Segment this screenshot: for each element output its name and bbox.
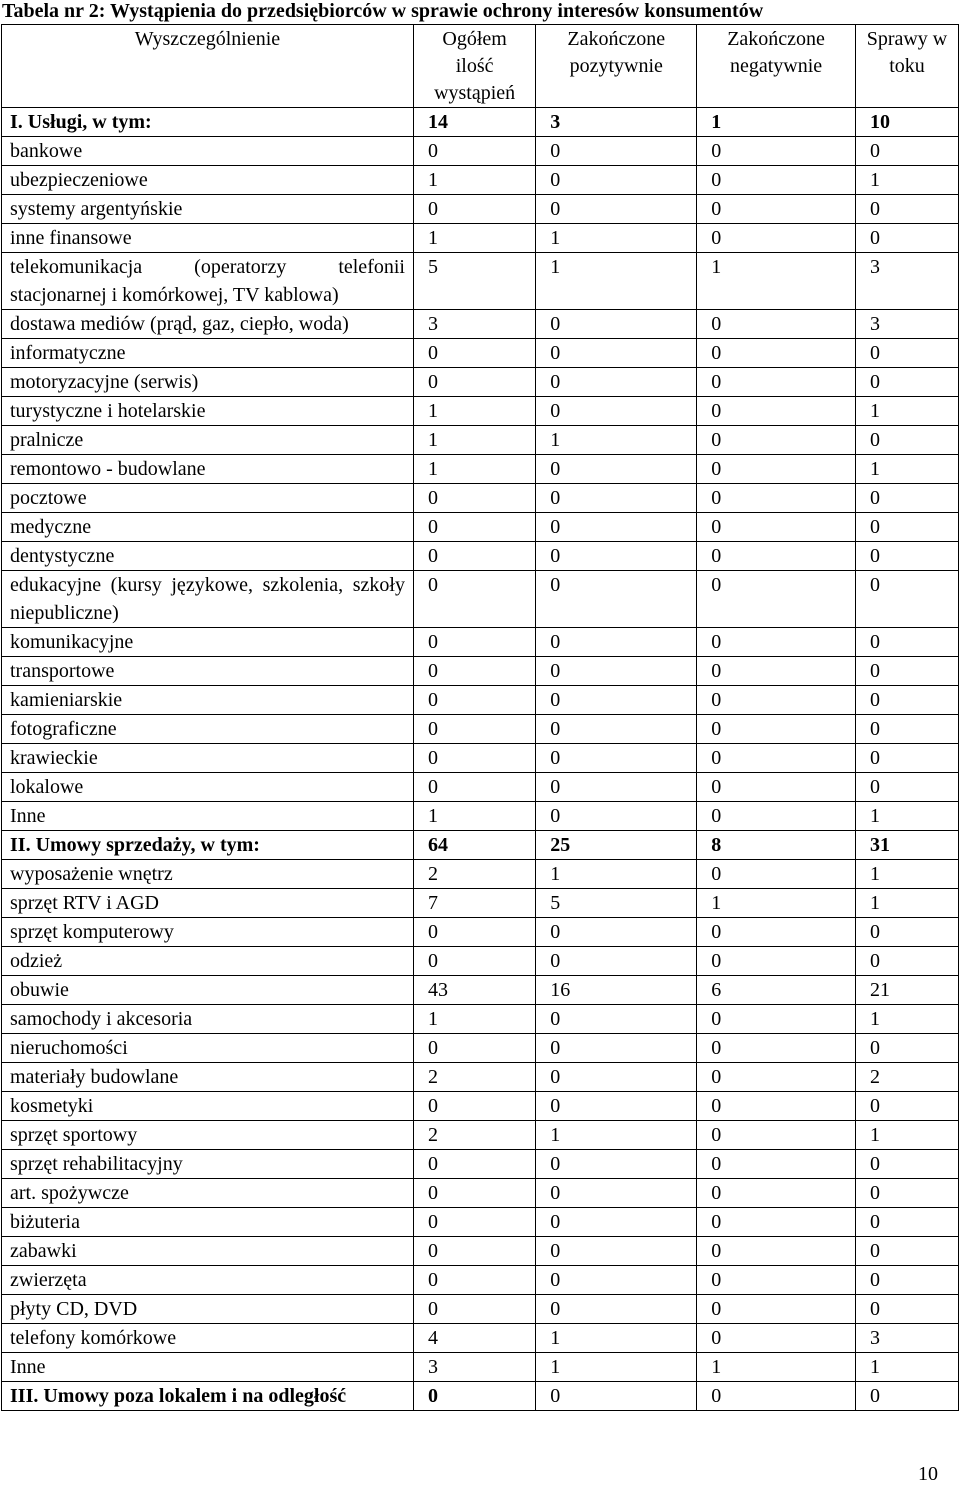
row-value: 1	[536, 1121, 697, 1150]
row-value: 2	[413, 860, 535, 889]
row-value: 0	[697, 1382, 856, 1411]
row-value: 0	[536, 1150, 697, 1179]
row-value: 0	[413, 137, 535, 166]
row-value: 2	[855, 1063, 958, 1092]
table-row	[2, 571, 959, 628]
row-value: 0	[413, 715, 535, 744]
row-label: III. Umowy poza lokalem i na odległość	[2, 1382, 414, 1411]
table-row	[2, 455, 959, 484]
table-row	[2, 657, 959, 686]
table-row	[2, 339, 959, 368]
row-value: 1	[697, 889, 856, 918]
row-value: 0	[413, 628, 535, 657]
row-label: sprzęt sportowy	[2, 1121, 414, 1150]
table-row	[2, 1121, 959, 1150]
row-label: zabawki	[2, 1237, 414, 1266]
row-value: 2	[413, 1121, 535, 1150]
table-row	[2, 1005, 959, 1034]
row-value: 1	[855, 889, 958, 918]
row-label: samochody i akcesoria	[2, 1005, 414, 1034]
row-label: obuwie	[2, 976, 414, 1005]
row-value: 1	[413, 397, 535, 426]
row-value: 0	[697, 1005, 856, 1034]
row-label: sprzęt RTV i AGD	[2, 889, 414, 918]
row-label: edukacyjne (kursy językowe, szkolenia, szkoły niepubliczne)	[2, 571, 414, 628]
row-value: 0	[855, 744, 958, 773]
table-row	[2, 1063, 959, 1092]
row-value: 0	[697, 513, 856, 542]
table-row	[2, 1353, 959, 1382]
row-value: 3	[413, 310, 535, 339]
row-value: 1	[855, 1353, 958, 1382]
row-value: 10	[855, 108, 958, 137]
row-label: materiały budowlane	[2, 1063, 414, 1092]
row-value: 0	[413, 339, 535, 368]
row-value: 0	[536, 195, 697, 224]
table-row	[2, 426, 959, 455]
row-value: 0	[413, 571, 535, 628]
row-value: 0	[697, 542, 856, 571]
row-value: 0	[697, 195, 856, 224]
row-label: telekomunikacja (operatorzy telefonii stacjonarnej i komórkowej, TV kablowa)	[2, 253, 414, 310]
column-header-negative: Zakończone negatywnie	[697, 25, 856, 108]
row-value: 0	[855, 426, 958, 455]
row-label: komunikacyjne	[2, 628, 414, 657]
row-value: 0	[855, 657, 958, 686]
row-value: 0	[413, 195, 535, 224]
row-label: pocztowe	[2, 484, 414, 513]
row-value: 0	[855, 1266, 958, 1295]
row-value: 2	[413, 1063, 535, 1092]
row-value: 1	[855, 802, 958, 831]
row-value: 0	[413, 368, 535, 397]
row-value: 0	[413, 1295, 535, 1324]
row-value: 0	[697, 1324, 856, 1353]
row-label: Inne	[2, 1353, 414, 1382]
row-label: art. spożywcze	[2, 1179, 414, 1208]
row-label: odzież	[2, 947, 414, 976]
row-value: 0	[855, 1179, 958, 1208]
row-label: systemy argentyńskie	[2, 195, 414, 224]
row-value: 0	[855, 339, 958, 368]
row-value: 0	[697, 715, 856, 744]
row-label: I. Usługi, w tym:	[2, 108, 414, 137]
row-value: 31	[855, 831, 958, 860]
row-value: 0	[697, 1179, 856, 1208]
row-value: 0	[855, 1237, 958, 1266]
row-value: 0	[697, 571, 856, 628]
row-value: 0	[536, 686, 697, 715]
row-label: sprzęt rehabilitacyjny	[2, 1150, 414, 1179]
row-value: 0	[413, 513, 535, 542]
row-label: remontowo - budowlane	[2, 455, 414, 484]
table-row	[2, 715, 959, 744]
row-value: 0	[413, 1237, 535, 1266]
row-label: dentystyczne	[2, 542, 414, 571]
row-value: 0	[536, 628, 697, 657]
row-value: 0	[697, 368, 856, 397]
section-row	[2, 1382, 959, 1411]
row-value: 1	[855, 166, 958, 195]
table-row	[2, 976, 959, 1005]
row-value: 0	[855, 773, 958, 802]
row-value: 0	[697, 1208, 856, 1237]
row-value: 0	[413, 744, 535, 773]
table-row	[2, 166, 959, 195]
row-label: ubezpieczeniowe	[2, 166, 414, 195]
row-value: 1	[536, 1353, 697, 1382]
row-label: biżuteria	[2, 1208, 414, 1237]
column-header-description: Wyszczególnienie	[2, 25, 414, 108]
table-row	[2, 310, 959, 339]
row-value: 0	[536, 773, 697, 802]
row-value: 0	[536, 513, 697, 542]
row-value: 1	[855, 1121, 958, 1150]
row-value: 0	[536, 1092, 697, 1121]
table-row	[2, 1208, 959, 1237]
row-value: 0	[536, 1063, 697, 1092]
row-value: 5	[413, 253, 535, 310]
row-value: 43	[413, 976, 535, 1005]
table-row	[2, 137, 959, 166]
row-value: 0	[697, 744, 856, 773]
table-row	[2, 744, 959, 773]
row-value: 0	[697, 1092, 856, 1121]
column-header-positive: Zakończone pozytywnie	[536, 25, 697, 108]
row-value: 0	[697, 628, 856, 657]
table-row	[2, 1150, 959, 1179]
row-value: 1	[413, 1005, 535, 1034]
row-value: 1	[536, 1324, 697, 1353]
table-row	[2, 802, 959, 831]
row-value: 0	[855, 195, 958, 224]
table-row	[2, 195, 959, 224]
table-row	[2, 860, 959, 889]
row-value: 6	[697, 976, 856, 1005]
row-value: 0	[697, 1121, 856, 1150]
row-label: zwierzęta	[2, 1266, 414, 1295]
row-value: 0	[855, 1034, 958, 1063]
row-value: 0	[413, 773, 535, 802]
table-row	[2, 1179, 959, 1208]
row-value: 0	[697, 686, 856, 715]
table-row	[2, 513, 959, 542]
table-row	[2, 1324, 959, 1353]
row-value: 0	[697, 397, 856, 426]
row-value: 0	[697, 657, 856, 686]
row-value: 0	[855, 1295, 958, 1324]
row-value: 0	[536, 484, 697, 513]
table-row	[2, 947, 959, 976]
row-label: Inne	[2, 802, 414, 831]
row-value: 3	[536, 108, 697, 137]
row-value: 0	[855, 918, 958, 947]
row-label: fotograficzne	[2, 715, 414, 744]
row-value: 1	[536, 426, 697, 455]
section-row	[2, 108, 959, 137]
row-label: informatyczne	[2, 339, 414, 368]
table-row	[2, 1266, 959, 1295]
row-value: 0	[697, 310, 856, 339]
row-value: 0	[536, 310, 697, 339]
row-value: 0	[697, 802, 856, 831]
section-row	[2, 831, 959, 860]
row-value: 1	[413, 426, 535, 455]
row-value: 0	[536, 455, 697, 484]
row-value: 0	[536, 1005, 697, 1034]
row-label: lokalowe	[2, 773, 414, 802]
row-value: 1	[413, 455, 535, 484]
row-value: 0	[413, 1266, 535, 1295]
row-value: 3	[413, 1353, 535, 1382]
row-value: 0	[697, 137, 856, 166]
row-value: 0	[536, 1034, 697, 1063]
row-value: 0	[536, 571, 697, 628]
row-value: 0	[536, 947, 697, 976]
row-label: medyczne	[2, 513, 414, 542]
row-value: 0	[855, 1150, 958, 1179]
row-value: 0	[413, 1150, 535, 1179]
row-label: II. Umowy sprzedaży, w tym:	[2, 831, 414, 860]
row-label: wyposażenie wnętrz	[2, 860, 414, 889]
row-value: 0	[536, 166, 697, 195]
row-value: 0	[855, 513, 958, 542]
row-value: 0	[697, 484, 856, 513]
table-row	[2, 918, 959, 947]
row-value: 0	[697, 947, 856, 976]
row-value: 0	[413, 1208, 535, 1237]
row-value: 0	[697, 455, 856, 484]
row-value: 0	[697, 1034, 856, 1063]
row-label: inne finansowe	[2, 224, 414, 253]
row-value: 7	[413, 889, 535, 918]
table-title: Tabela nr 2: Wystąpienia do przedsiębiorców w sprawie ochrony interesów konsumentów	[2, 0, 764, 22]
row-label: sprzęt komputerowy	[2, 918, 414, 947]
row-value: 0	[697, 860, 856, 889]
table-row	[2, 253, 959, 310]
row-value: 25	[536, 831, 697, 860]
row-value: 1	[413, 166, 535, 195]
page-number: 10	[918, 1463, 938, 1485]
table-body	[2, 108, 959, 1411]
row-value: 0	[536, 744, 697, 773]
row-value: 0	[697, 1266, 856, 1295]
row-value: 0	[697, 773, 856, 802]
row-value: 0	[855, 368, 958, 397]
row-value: 0	[536, 918, 697, 947]
row-label: telefony komórkowe	[2, 1324, 414, 1353]
row-label: kosmetyki	[2, 1092, 414, 1121]
row-value: 0	[413, 1034, 535, 1063]
row-label: nieruchomości	[2, 1034, 414, 1063]
row-value: 0	[536, 1266, 697, 1295]
table-row	[2, 397, 959, 426]
row-value: 0	[697, 166, 856, 195]
row-value: 1	[536, 253, 697, 310]
row-value: 0	[536, 397, 697, 426]
row-value: 0	[536, 1179, 697, 1208]
row-value: 1	[855, 1005, 958, 1034]
row-value: 0	[855, 715, 958, 744]
row-value: 0	[536, 1382, 697, 1411]
row-value: 0	[413, 1179, 535, 1208]
row-value: 4	[413, 1324, 535, 1353]
row-value: 14	[413, 108, 535, 137]
row-value: 0	[697, 1237, 856, 1266]
row-value: 0	[536, 1208, 697, 1237]
row-value: 0	[536, 1295, 697, 1324]
row-label: transportowe	[2, 657, 414, 686]
row-value: 0	[697, 339, 856, 368]
row-value: 1	[697, 1353, 856, 1382]
row-value: 0	[413, 686, 535, 715]
row-value: 0	[855, 542, 958, 571]
row-value: 1	[855, 455, 958, 484]
row-label: turystyczne i hotelarskie	[2, 397, 414, 426]
row-value: 0	[413, 918, 535, 947]
table-row	[2, 542, 959, 571]
table-row	[2, 1092, 959, 1121]
row-value: 0	[855, 224, 958, 253]
row-value: 0	[697, 1295, 856, 1324]
row-value: 0	[697, 426, 856, 455]
row-value: 0	[855, 484, 958, 513]
row-value: 0	[855, 1382, 958, 1411]
table-row	[2, 484, 959, 513]
row-label: motoryzacyjne (serwis)	[2, 368, 414, 397]
row-value: 16	[536, 976, 697, 1005]
row-value: 1	[536, 224, 697, 253]
row-value: 0	[855, 1208, 958, 1237]
column-header-pending: Sprawy w toku	[855, 25, 958, 108]
row-value: 0	[413, 484, 535, 513]
row-value: 0	[413, 542, 535, 571]
table-row	[2, 1034, 959, 1063]
row-label: płyty CD, DVD	[2, 1295, 414, 1324]
row-value: 3	[855, 253, 958, 310]
row-value: 1	[413, 224, 535, 253]
row-value: 1	[855, 397, 958, 426]
row-value: 0	[536, 715, 697, 744]
row-label: bankowe	[2, 137, 414, 166]
row-value: 0	[536, 137, 697, 166]
row-value: 0	[536, 339, 697, 368]
row-value: 5	[536, 889, 697, 918]
header-row	[2, 25, 959, 108]
data-table	[1, 24, 959, 1411]
row-value: 0	[536, 542, 697, 571]
row-value: 0	[536, 368, 697, 397]
row-value: 0	[536, 1237, 697, 1266]
row-label: kamieniarskie	[2, 686, 414, 715]
row-value: 0	[697, 1150, 856, 1179]
row-value: 1	[413, 802, 535, 831]
row-value: 0	[536, 657, 697, 686]
row-label: pralnicze	[2, 426, 414, 455]
row-value: 0	[697, 918, 856, 947]
table-row	[2, 889, 959, 918]
row-value: 21	[855, 976, 958, 1005]
row-value: 3	[855, 1324, 958, 1353]
row-label: dostawa mediów (prąd, gaz, ciepło, woda)	[2, 310, 414, 339]
row-value: 64	[413, 831, 535, 860]
row-value: 1	[536, 860, 697, 889]
row-value: 0	[536, 802, 697, 831]
table-row	[2, 773, 959, 802]
table-row	[2, 1237, 959, 1266]
table-row	[2, 368, 959, 397]
column-header-total: Ogółem ilość wystąpień	[413, 25, 535, 108]
row-value: 3	[855, 310, 958, 339]
row-value: 0	[855, 628, 958, 657]
row-value: 1	[855, 860, 958, 889]
row-value: 0	[855, 686, 958, 715]
row-value: 0	[413, 947, 535, 976]
row-value: 0	[855, 571, 958, 628]
table-row	[2, 1295, 959, 1324]
row-value: 0	[855, 137, 958, 166]
row-value: 0	[413, 1382, 535, 1411]
row-value: 0	[855, 947, 958, 976]
row-value: 1	[697, 108, 856, 137]
row-value: 0	[413, 1092, 535, 1121]
row-value: 1	[697, 253, 856, 310]
row-value: 0	[697, 224, 856, 253]
row-value: 0	[413, 657, 535, 686]
table-row	[2, 224, 959, 253]
table-row	[2, 686, 959, 715]
row-value: 0	[697, 1063, 856, 1092]
row-value: 0	[855, 1092, 958, 1121]
table-row	[2, 628, 959, 657]
row-value: 8	[697, 831, 856, 860]
row-label: krawieckie	[2, 744, 414, 773]
